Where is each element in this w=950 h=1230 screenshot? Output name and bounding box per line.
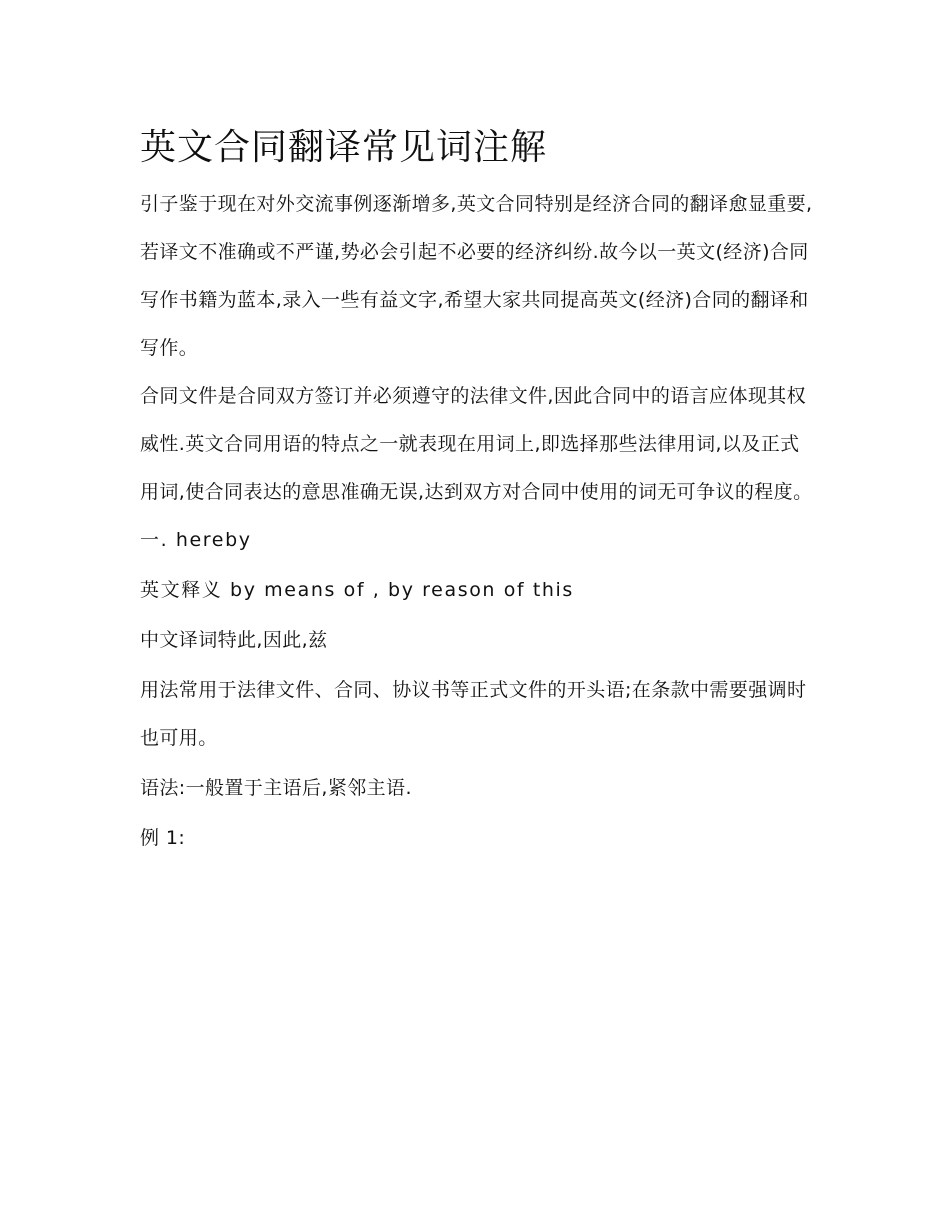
paragraph-intro-4: 写作。 [140,337,199,359]
paragraph-intro-1: 引子鉴于现在对外交流事例逐渐增多,英文合同特别是经济合同的翻译愈显重要, [140,193,813,215]
paragraph-contract-3: 用词,使合同表达的意思准确无误,达到双方对合同中使用的词无可争议的程度。 [140,481,813,503]
section-heading-hereby: 一. hereby [140,529,252,551]
document-body [140,122,815,854]
usage-note-2: 也可用。 [140,727,218,749]
paragraph-intro-3: 写作书籍为蓝本,录入一些有益文字,希望大家共同提高英文(经济)合同的翻译和 [140,289,809,311]
paragraph-intro-2: 若译文不准确或不严谨,势必会引起不必要的经济纠纷.故今以一英文(经济)合同 [140,241,809,263]
usage-note-1: 用法常用于法律文件、合同、协议书等正式文件的开头语;在条款中需要强调时 [140,679,807,701]
paragraph-contract-1: 合同文件是合同双方签订并必须遵守的法律文件,因此合同中的语言应体现其权 [140,385,807,407]
document-title: 英文合同翻译常见词注解 [140,127,548,168]
paragraph-contract-2: 威性.英文合同用语的特点之一就表现在用词上,即选择那些法律用词,以及正式 [140,433,800,455]
english-definition: 英文释义 by means of , by reason of this [140,579,574,601]
grammar-note: 语法:一般置于主语后,紧邻主语. [140,777,412,799]
example-label: 例 1: [140,827,186,849]
chinese-translation: 中文译词特此,因此,兹 [140,629,328,651]
